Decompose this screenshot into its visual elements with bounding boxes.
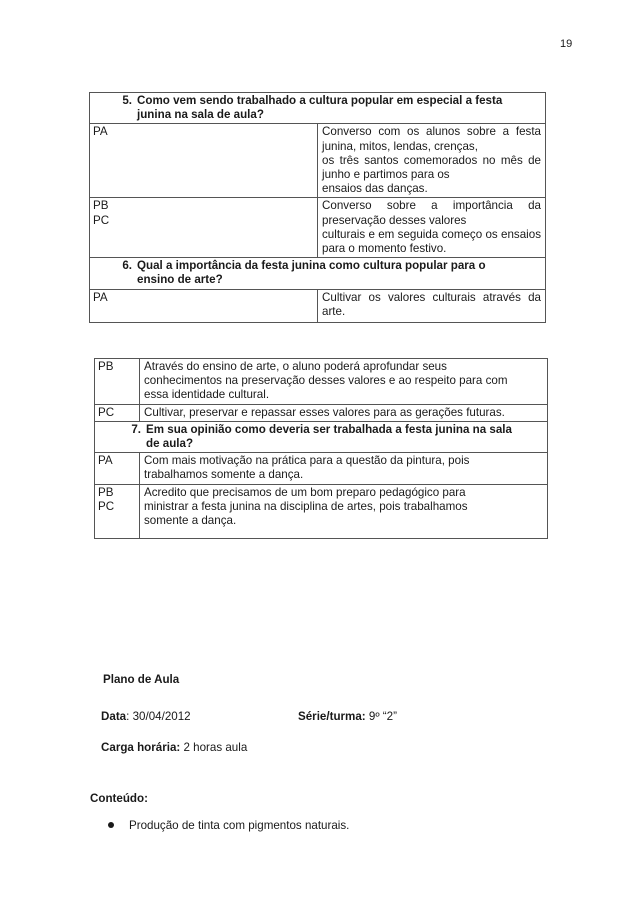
date-value: : 30/04/2012 — [126, 710, 191, 723]
respondent-code: PC — [95, 404, 140, 421]
question-text: de aula? — [146, 437, 194, 451]
answer-row — [90, 198, 546, 258]
plan-date — [101, 710, 191, 723]
content-item: Produção de tinta com pigmentos naturais. — [129, 819, 350, 832]
respondent-code: PB — [95, 359, 140, 405]
respondent-code: PB PC — [95, 484, 140, 539]
respondent-code: PA — [90, 124, 318, 198]
answer-row — [90, 124, 546, 198]
answer-text: Acredito que precisamos de um bom preparo pedagógico para ministrar a festa junina na disciplina de artes, pois trabalhamos somente a dança. — [140, 484, 548, 539]
plan-title: Plano de Aula — [103, 673, 180, 686]
interview-table-1 — [89, 92, 546, 323]
answer-text: Com mais motivação na prática para a questão da pintura, pois trabalhamos somente a dança. — [140, 453, 548, 484]
respondent-code: PA — [95, 453, 140, 484]
bullet-icon — [108, 822, 114, 828]
question-number: 6. — [122, 259, 132, 273]
workload-label: Carga horária: — [101, 741, 181, 754]
content-heading: Conteúdo: — [90, 792, 148, 805]
answer-row — [90, 289, 546, 322]
answer-text: Converso sobre a importância da preservação desses valores culturais e em seguida começo os ensaios para o momento festivo. — [318, 198, 546, 258]
question-text: Como vem sendo trabalhado a cultura popular em especial a festa — [137, 94, 503, 107]
question-number: 5. — [122, 94, 132, 107]
answer-text: Através do ensino de arte, o aluno poderá aprofundar seus conhecimentos na preservação desses valores e ao respeito para com essa identidade cultural. — [140, 359, 548, 405]
page-number: 19 — [560, 38, 573, 50]
question-text: Em sua opinião como deveria ser trabalhada a festa junina na sala — [146, 422, 512, 436]
workload-value: 2 horas aula — [180, 741, 248, 754]
date-label: Data — [101, 710, 127, 723]
question-text: Qual a importância da festa junina como cultura popular para o — [137, 259, 486, 273]
series-value: 9º “2” — [365, 710, 397, 723]
question-5 — [90, 93, 546, 124]
answer-row — [95, 453, 548, 484]
plan-workload — [101, 741, 247, 754]
question-row — [95, 421, 548, 452]
question-text: ensino de arte? — [137, 273, 223, 287]
answer-text: Converso com os alunos sobre a festa junina, mitos, lendas, crenças, os três santos comemorados no mês de junho e partimos para os ensaios das danças. — [318, 124, 546, 198]
answer-text: Cultivar os valores culturais através da arte. — [318, 289, 546, 322]
interview-table-2 — [94, 358, 548, 539]
question-row — [90, 93, 546, 124]
respondent-code: PB PC — [90, 198, 318, 258]
respondent-code: PA — [90, 289, 318, 322]
question-6 — [90, 258, 546, 289]
series-label: Série/turma: — [298, 710, 366, 723]
answer-text: Cultivar, preservar e repassar esses valores para as gerações futuras. — [140, 404, 548, 421]
answer-row — [95, 484, 548, 539]
question-number: 7. — [131, 422, 141, 436]
answer-row — [95, 404, 548, 421]
plan-series — [298, 710, 397, 723]
question-7 — [95, 421, 548, 452]
question-row — [90, 258, 546, 289]
answer-row — [95, 359, 548, 405]
question-text: junina na sala de aula? — [137, 108, 264, 122]
